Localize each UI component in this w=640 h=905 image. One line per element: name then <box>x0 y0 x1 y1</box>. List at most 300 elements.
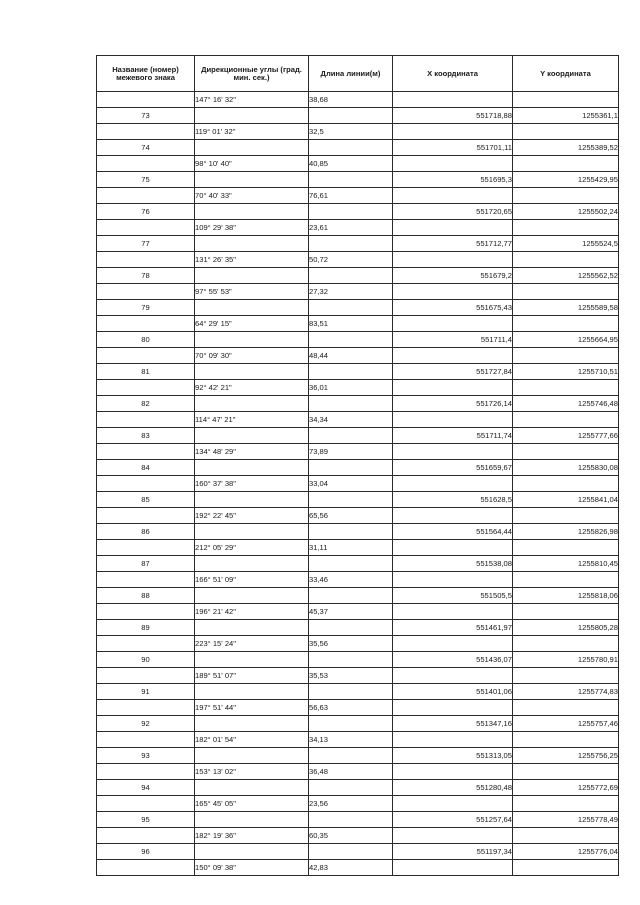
cell-point-name: 90 <box>97 652 195 668</box>
cell-y-coordinate <box>513 508 619 524</box>
cell-y-coordinate <box>513 220 619 236</box>
cell-y-coordinate <box>513 636 619 652</box>
cell-direction-angle: 97° 55' 53" <box>195 284 309 300</box>
cell-y-coordinate: 1255389,52 <box>513 140 619 156</box>
cell-direction-angle: 70° 09' 30" <box>195 348 309 364</box>
table-row-point <box>97 364 619 380</box>
cell-direction-angle <box>195 684 309 700</box>
cell-direction-angle <box>195 236 309 252</box>
cell-y-coordinate: 1255778,49 <box>513 812 619 828</box>
cell-point-name <box>97 668 195 684</box>
cell-direction-angle: 98° 10' 40" <box>195 156 309 172</box>
cell-point-name: 93 <box>97 748 195 764</box>
cell-line-length <box>309 460 393 476</box>
cell-point-name <box>97 252 195 268</box>
cell-point-name <box>97 764 195 780</box>
cell-line-length: 65,56 <box>309 508 393 524</box>
cell-y-coordinate: 1255776,04 <box>513 844 619 860</box>
cell-point-name: 82 <box>97 396 195 412</box>
cell-y-coordinate <box>513 860 619 876</box>
table-row-segment <box>97 316 619 332</box>
cell-y-coordinate <box>513 284 619 300</box>
table-row-segment <box>97 188 619 204</box>
cell-y-coordinate: 1255429,95 <box>513 172 619 188</box>
table-row-segment <box>97 476 619 492</box>
cell-x-coordinate <box>393 668 513 684</box>
cell-y-coordinate <box>513 732 619 748</box>
cell-y-coordinate: 1255777,66 <box>513 428 619 444</box>
cell-point-name <box>97 732 195 748</box>
cell-direction-angle: 160° 37' 38" <box>195 476 309 492</box>
table-row-segment <box>97 700 619 716</box>
table-row-segment <box>97 636 619 652</box>
header-x: X координата <box>393 56 513 92</box>
cell-x-coordinate: 551401,06 <box>393 684 513 700</box>
cell-direction-angle <box>195 396 309 412</box>
cell-line-length <box>309 332 393 348</box>
cell-x-coordinate: 551659,67 <box>393 460 513 476</box>
table-row-segment <box>97 796 619 812</box>
cell-direction-angle <box>195 492 309 508</box>
cell-line-length <box>309 364 393 380</box>
header-name: Название (номер) межевого знака <box>97 56 195 92</box>
table-row-segment <box>97 412 619 428</box>
cell-x-coordinate: 551727,84 <box>393 364 513 380</box>
cell-point-name <box>97 284 195 300</box>
cell-point-name <box>97 540 195 556</box>
cell-direction-angle <box>195 172 309 188</box>
cell-line-length <box>309 140 393 156</box>
table-row-segment <box>97 508 619 524</box>
cell-direction-angle: 131° 26' 35" <box>195 252 309 268</box>
cell-line-length <box>309 716 393 732</box>
cell-direction-angle: 196° 21' 42" <box>195 604 309 620</box>
table-row-point <box>97 300 619 316</box>
table-row-segment <box>97 764 619 780</box>
table-row-segment <box>97 540 619 556</box>
cell-direction-angle <box>195 108 309 124</box>
cell-x-coordinate: 551679,2 <box>393 268 513 284</box>
cell-point-name <box>97 220 195 236</box>
cell-x-coordinate <box>393 796 513 812</box>
cell-y-coordinate <box>513 348 619 364</box>
cell-y-coordinate <box>513 316 619 332</box>
cell-line-length: 38,68 <box>309 92 393 108</box>
cell-y-coordinate <box>513 668 619 684</box>
table-row-segment <box>97 860 619 876</box>
table-row-segment <box>97 604 619 620</box>
cell-point-name: 87 <box>97 556 195 572</box>
cell-y-coordinate <box>513 188 619 204</box>
cell-y-coordinate <box>513 444 619 460</box>
cell-y-coordinate: 1255826,98 <box>513 524 619 540</box>
cell-point-name <box>97 476 195 492</box>
cell-x-coordinate: 551436,07 <box>393 652 513 668</box>
cell-direction-angle <box>195 300 309 316</box>
table-row-point <box>97 492 619 508</box>
cell-direction-angle: 134° 48' 29" <box>195 444 309 460</box>
cell-line-length: 33,46 <box>309 572 393 588</box>
table-row-point <box>97 844 619 860</box>
cell-line-length <box>309 556 393 572</box>
cell-point-name <box>97 828 195 844</box>
cell-direction-angle: 109° 29' 38" <box>195 220 309 236</box>
cell-line-length <box>309 620 393 636</box>
cell-x-coordinate: 551461,97 <box>393 620 513 636</box>
cell-x-coordinate <box>393 92 513 108</box>
table-row-point <box>97 428 619 444</box>
cell-direction-angle <box>195 460 309 476</box>
cell-point-name: 94 <box>97 780 195 796</box>
cell-x-coordinate: 551197,34 <box>393 844 513 860</box>
cell-x-coordinate <box>393 284 513 300</box>
cell-point-name <box>97 412 195 428</box>
table-row-point <box>97 204 619 220</box>
cell-line-length: 35,53 <box>309 668 393 684</box>
cell-direction-angle: 223° 15' 24" <box>195 636 309 652</box>
cell-line-length <box>309 844 393 860</box>
cell-line-length: 50,72 <box>309 252 393 268</box>
cell-y-coordinate: 1255502,24 <box>513 204 619 220</box>
cell-x-coordinate: 551720,65 <box>393 204 513 220</box>
cell-y-coordinate <box>513 700 619 716</box>
table-row-point <box>97 236 619 252</box>
cell-y-coordinate: 1255757,46 <box>513 716 619 732</box>
cell-direction-angle <box>195 812 309 828</box>
cell-direction-angle: 212° 05' 29" <box>195 540 309 556</box>
table-row-point <box>97 652 619 668</box>
cell-point-name <box>97 124 195 140</box>
cell-y-coordinate: 1255562,52 <box>513 268 619 284</box>
cell-y-coordinate: 1255805,28 <box>513 620 619 636</box>
cell-direction-angle: 153° 13' 02" <box>195 764 309 780</box>
cell-point-name: 81 <box>97 364 195 380</box>
cell-line-length: 42,83 <box>309 860 393 876</box>
cell-line-length: 31,11 <box>309 540 393 556</box>
cell-direction-angle <box>195 588 309 604</box>
cell-point-name: 80 <box>97 332 195 348</box>
cell-direction-angle: 64° 29' 15" <box>195 316 309 332</box>
cell-x-coordinate <box>393 572 513 588</box>
cell-point-name: 91 <box>97 684 195 700</box>
cell-x-coordinate: 551313,05 <box>393 748 513 764</box>
cell-direction-angle <box>195 428 309 444</box>
cell-y-coordinate: 1255746,48 <box>513 396 619 412</box>
table-row-segment <box>97 572 619 588</box>
cell-y-coordinate: 1255756,25 <box>513 748 619 764</box>
cell-line-length: 40,85 <box>309 156 393 172</box>
table-row-point <box>97 524 619 540</box>
cell-direction-angle <box>195 780 309 796</box>
cell-point-name: 73 <box>97 108 195 124</box>
cell-line-length <box>309 172 393 188</box>
cell-point-name: 86 <box>97 524 195 540</box>
header-angle: Дирекционные углы (град. мин. сек.) <box>195 56 309 92</box>
cell-x-coordinate: 551628,5 <box>393 492 513 508</box>
cell-y-coordinate <box>513 124 619 140</box>
table-row-point <box>97 620 619 636</box>
cell-line-length <box>309 524 393 540</box>
cell-x-coordinate <box>393 412 513 428</box>
table-row-point <box>97 108 619 124</box>
table-header <box>97 56 619 92</box>
cell-line-length: 23,61 <box>309 220 393 236</box>
cell-line-length: 32,5 <box>309 124 393 140</box>
table-row-point <box>97 780 619 796</box>
cell-point-name: 95 <box>97 812 195 828</box>
cell-point-name: 79 <box>97 300 195 316</box>
table-row-point <box>97 588 619 604</box>
cell-line-length <box>309 236 393 252</box>
cell-direction-angle <box>195 620 309 636</box>
cell-x-coordinate: 551257,64 <box>393 812 513 828</box>
cell-point-name <box>97 796 195 812</box>
cell-x-coordinate <box>393 540 513 556</box>
cell-direction-angle <box>195 364 309 380</box>
table-row-point <box>97 140 619 156</box>
table-row-point <box>97 332 619 348</box>
cell-direction-angle: 114° 47' 21" <box>195 412 309 428</box>
header-length: Длина линии(м) <box>309 56 393 92</box>
cell-x-coordinate: 551675,43 <box>393 300 513 316</box>
cell-point-name: 76 <box>97 204 195 220</box>
cell-line-length <box>309 812 393 828</box>
cell-y-coordinate: 1255774,83 <box>513 684 619 700</box>
cell-x-coordinate <box>393 444 513 460</box>
scan-edge-fade <box>626 0 640 905</box>
cell-direction-angle: 189° 51' 07" <box>195 668 309 684</box>
cell-direction-angle: 165° 45' 05" <box>195 796 309 812</box>
cell-x-coordinate: 551712,77 <box>393 236 513 252</box>
cell-line-length <box>309 652 393 668</box>
cell-x-coordinate: 551726,14 <box>393 396 513 412</box>
table-row-segment <box>97 444 619 460</box>
table-row-segment <box>97 284 619 300</box>
cell-y-coordinate <box>513 156 619 172</box>
table-row-point <box>97 460 619 476</box>
cell-point-name: 78 <box>97 268 195 284</box>
cell-y-coordinate: 1255772,69 <box>513 780 619 796</box>
cell-point-name <box>97 572 195 588</box>
header-row <box>97 56 619 92</box>
cell-point-name: 75 <box>97 172 195 188</box>
cell-y-coordinate: 1255780,91 <box>513 652 619 668</box>
cell-line-length: 36,48 <box>309 764 393 780</box>
cell-direction-angle <box>195 844 309 860</box>
cell-point-name: 85 <box>97 492 195 508</box>
cell-direction-angle <box>195 140 309 156</box>
cell-direction-angle <box>195 524 309 540</box>
cell-y-coordinate <box>513 92 619 108</box>
cell-y-coordinate <box>513 764 619 780</box>
cell-direction-angle: 182° 19' 36" <box>195 828 309 844</box>
cell-point-name: 89 <box>97 620 195 636</box>
cell-point-name: 84 <box>97 460 195 476</box>
cell-line-length: 73,89 <box>309 444 393 460</box>
cell-y-coordinate <box>513 604 619 620</box>
table-row-segment <box>97 348 619 364</box>
cell-line-length <box>309 204 393 220</box>
cell-point-name <box>97 156 195 172</box>
cell-line-length: 33,04 <box>309 476 393 492</box>
cell-x-coordinate <box>393 348 513 364</box>
table-row-point <box>97 268 619 284</box>
cell-point-name: 88 <box>97 588 195 604</box>
cell-y-coordinate: 1255710,51 <box>513 364 619 380</box>
cell-point-name <box>97 860 195 876</box>
cell-y-coordinate: 1255524,5 <box>513 236 619 252</box>
cell-line-length: 34,34 <box>309 412 393 428</box>
cell-direction-angle: 147° 16' 32" <box>195 92 309 108</box>
cell-line-length: 76,61 <box>309 188 393 204</box>
cell-line-length: 56,63 <box>309 700 393 716</box>
cell-direction-angle <box>195 748 309 764</box>
cell-x-coordinate: 551347,16 <box>393 716 513 732</box>
cell-x-coordinate <box>393 508 513 524</box>
cell-point-name <box>97 380 195 396</box>
cell-x-coordinate: 551701,11 <box>393 140 513 156</box>
cell-direction-angle <box>195 652 309 668</box>
cell-y-coordinate: 1255810,45 <box>513 556 619 572</box>
cell-x-coordinate <box>393 220 513 236</box>
cell-line-length: 23,56 <box>309 796 393 812</box>
cell-x-coordinate: 551711,4 <box>393 332 513 348</box>
cell-y-coordinate <box>513 572 619 588</box>
cell-x-coordinate <box>393 316 513 332</box>
cell-y-coordinate <box>513 412 619 428</box>
table-row-segment <box>97 252 619 268</box>
cell-y-coordinate: 1255830,08 <box>513 460 619 476</box>
cell-direction-angle <box>195 332 309 348</box>
cell-x-coordinate <box>393 188 513 204</box>
table-row-point <box>97 748 619 764</box>
cell-point-name: 74 <box>97 140 195 156</box>
cell-direction-angle: 70° 40' 33" <box>195 188 309 204</box>
cell-line-length: 45,37 <box>309 604 393 620</box>
table-row-point <box>97 716 619 732</box>
cell-x-coordinate <box>393 156 513 172</box>
cell-point-name <box>97 316 195 332</box>
header-y: Y координата <box>513 56 619 92</box>
table-row-segment <box>97 92 619 108</box>
cell-line-length: 27,32 <box>309 284 393 300</box>
cell-line-length <box>309 108 393 124</box>
table-row-segment <box>97 380 619 396</box>
cell-x-coordinate <box>393 732 513 748</box>
cell-line-length <box>309 748 393 764</box>
cell-point-name <box>97 636 195 652</box>
cell-point-name: 83 <box>97 428 195 444</box>
cell-x-coordinate <box>393 700 513 716</box>
cell-line-length <box>309 588 393 604</box>
cell-x-coordinate <box>393 252 513 268</box>
cell-point-name: 96 <box>97 844 195 860</box>
cell-direction-angle: 192° 22' 45" <box>195 508 309 524</box>
cell-line-length: 35,56 <box>309 636 393 652</box>
table-row-point <box>97 172 619 188</box>
cell-y-coordinate <box>513 476 619 492</box>
cell-x-coordinate <box>393 860 513 876</box>
cell-x-coordinate <box>393 124 513 140</box>
cell-x-coordinate: 551538,08 <box>393 556 513 572</box>
table-body <box>97 92 619 876</box>
cell-y-coordinate <box>513 380 619 396</box>
cell-y-coordinate <box>513 828 619 844</box>
cell-x-coordinate <box>393 476 513 492</box>
cell-line-length <box>309 492 393 508</box>
cell-point-name <box>97 348 195 364</box>
table-row-segment <box>97 156 619 172</box>
cell-point-name <box>97 700 195 716</box>
cell-x-coordinate: 551505,5 <box>393 588 513 604</box>
cell-x-coordinate: 551280,48 <box>393 780 513 796</box>
table-row-point <box>97 556 619 572</box>
cell-line-length <box>309 684 393 700</box>
cell-x-coordinate: 551718,88 <box>393 108 513 124</box>
table-row-segment <box>97 220 619 236</box>
table-row-segment <box>97 124 619 140</box>
cell-point-name <box>97 444 195 460</box>
cell-x-coordinate <box>393 636 513 652</box>
cell-x-coordinate <box>393 380 513 396</box>
cell-y-coordinate: 1255589,58 <box>513 300 619 316</box>
cell-point-name: 77 <box>97 236 195 252</box>
cell-direction-angle: 166° 51' 09" <box>195 572 309 588</box>
cell-line-length <box>309 396 393 412</box>
cell-direction-angle: 150° 09' 38" <box>195 860 309 876</box>
cell-y-coordinate: 1255841,04 <box>513 492 619 508</box>
cell-line-length <box>309 268 393 284</box>
cell-x-coordinate <box>393 604 513 620</box>
cell-point-name <box>97 188 195 204</box>
cell-direction-angle <box>195 204 309 220</box>
cell-direction-angle: 119° 01' 32" <box>195 124 309 140</box>
cell-x-coordinate: 551564,44 <box>393 524 513 540</box>
cell-line-length <box>309 300 393 316</box>
table-row-segment <box>97 828 619 844</box>
cell-y-coordinate: 1255361,1 <box>513 108 619 124</box>
cell-direction-angle: 197° 51' 44" <box>195 700 309 716</box>
table-row-point <box>97 396 619 412</box>
cell-x-coordinate: 551711,74 <box>393 428 513 444</box>
cell-line-length: 60,35 <box>309 828 393 844</box>
cell-line-length: 36,01 <box>309 380 393 396</box>
cell-point-name <box>97 604 195 620</box>
table-row-segment <box>97 732 619 748</box>
table-row-segment <box>97 668 619 684</box>
cell-y-coordinate: 1255818,06 <box>513 588 619 604</box>
cell-line-length: 48,44 <box>309 348 393 364</box>
cell-direction-angle <box>195 556 309 572</box>
cell-line-length: 83,51 <box>309 316 393 332</box>
boundary-coordinates-table <box>96 55 619 876</box>
cell-y-coordinate: 1255664,95 <box>513 332 619 348</box>
cell-point-name <box>97 508 195 524</box>
cell-y-coordinate <box>513 540 619 556</box>
cell-y-coordinate <box>513 796 619 812</box>
cell-direction-angle <box>195 716 309 732</box>
cell-x-coordinate: 551695,3 <box>393 172 513 188</box>
cell-x-coordinate <box>393 764 513 780</box>
cell-direction-angle <box>195 268 309 284</box>
cell-line-length: 34,13 <box>309 732 393 748</box>
cell-line-length <box>309 428 393 444</box>
table-row-point <box>97 684 619 700</box>
cell-line-length <box>309 780 393 796</box>
cell-x-coordinate <box>393 828 513 844</box>
cell-direction-angle: 182° 01' 54" <box>195 732 309 748</box>
cell-point-name: 92 <box>97 716 195 732</box>
